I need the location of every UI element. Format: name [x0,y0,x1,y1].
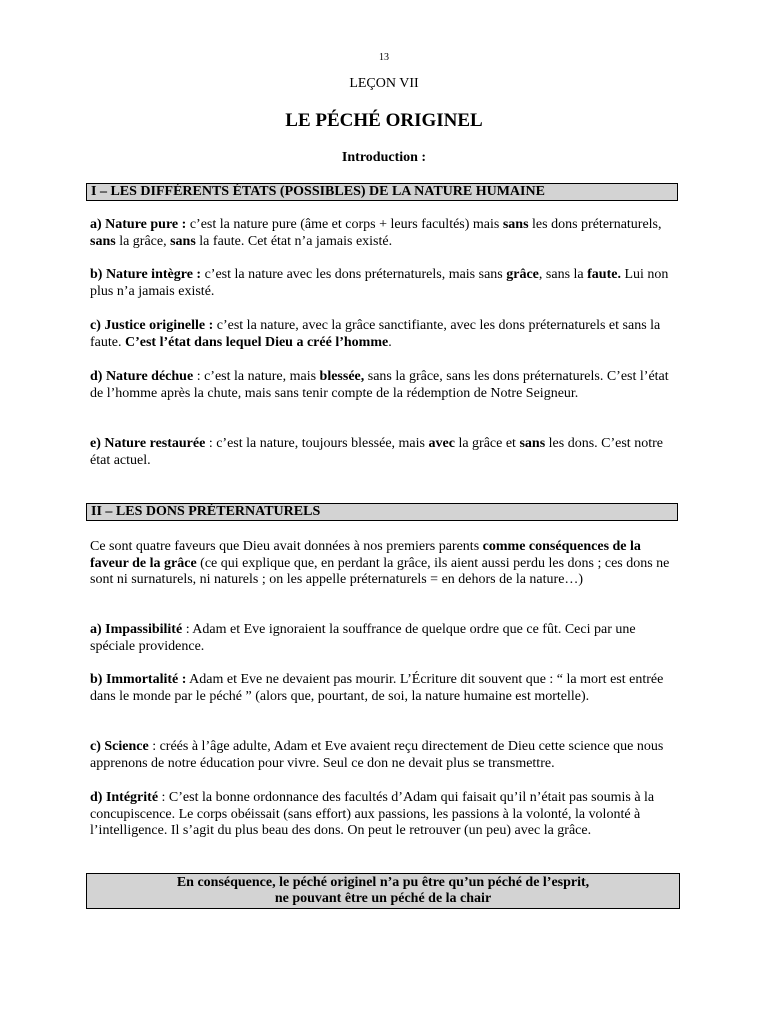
paragraph-justice-originelle: c) Justice originelle : c’est la nature, avec la grâce sanctifiante, avec les dons préternaturels et sans la faute. C’est l’état dans lequel Dieu a créé l’homme. [90,318,661,350]
term-nature-dechue: d) Nature déchue [90,369,194,384]
conclusion-line-2: ne pouvant être un péché de la chair [274,891,492,906]
term-nature-integre: b) Nature intègre : [90,267,202,282]
page-title: LE PÉCHÉ ORIGINEL [285,110,483,131]
conclusion-line-1: En conséquence, le péché originel n’a pu être qu’un péché de l’esprit, [176,875,590,890]
paragraph-science: c) Science : créés à l’âge adulte, Adam et Eve avaient reçu directement de Dieu cette science que nous apprenons de notre éducation pour vivre. Seul ce don ne devait plus se transmettre. [90,739,664,771]
term-nature-restauree: e) Nature restaurée [90,436,206,451]
paragraph-nature-pure: a) Nature pure : c’est la nature pure (âme et corps + leurs facultés) mais sans les dons préternaturels, sans la grâce, sans la faute. Cet état n’a jamais existé. [90,217,662,249]
conclusion-box [86,873,680,909]
section-1-header: I – LES DIFFÉRENTS ÉTATS (POSSIBLES) DE LA NATURE HUMAINE [86,183,678,201]
paragraph-immortalite: b) Immortalité : Adam et Eve ne devaient pas mourir. L’Écriture dit souvent que : “ la mort est entrée dans le monde par le péché ” (alors que, pourtant, de soi, la nature humaine est mortelle). [90,672,664,704]
term-justice-originelle: c) Justice originelle : [90,318,214,333]
term-integrite: d) Intégrité [90,790,159,805]
paragraph-nature-restauree: e) Nature restaurée : c’est la nature, toujours blessée, mais avec la grâce et sans les dons. C’est notre état actuel. [90,436,663,468]
lesson-heading: LEÇON VII [349,76,419,91]
introduction-heading: Introduction : [341,150,427,165]
page-number: 13 [379,52,389,63]
paragraph-dons-intro: Ce sont quatre faveurs que Dieu avait données à nos premiers parents comme conséquences de la faveur de la grâce (ce qui explique que, en perdant la grâce, ils aient aussi perdu les dons ; ces dons ne sont ni surnaturels, ni naturels ; on les appelle préternaturels = en dehors de la nature…) [90,539,670,587]
term-immortalite: b) Immortalité : [90,672,187,687]
term-nature-pure: a) Nature pure : [90,217,187,232]
paragraph-nature-dechue: d) Nature déchue : c’est la nature, mais blessée, sans la grâce, sans les dons préternaturels. C’est l’état de l’homme après la chute, mais sans tenir compte de la rédemption de Notre Seigneur. [90,369,669,401]
paragraph-impassibilite: a) Impassibilité : Adam et Eve ignoraient la souffrance de quelque ordre que ce fût. Ceci par une spéciale providence. [90,622,636,654]
paragraph-nature-integre: b) Nature intègre : c’est la nature avec les dons préternaturels, mais sans grâce, sans la faute. Lui non plus n’a jamais existé. [90,267,669,299]
paragraph-integrite: d) Intégrité : C’est la bonne ordonnance des facultés d’Adam qui faisait qu’il n’était pas soumis à la concupiscence. Le corps obéissait (sans effort) aux passions, les passions à la volonté, la volonté à l’intelligence. Il s’agit du plus beau des dons. On peut le retrouver (un peu) avec la grâce. [90,790,655,838]
section-2-header: II – LES DONS PRÉTERNATURELS [86,503,678,521]
term-science: c) Science [90,739,149,754]
term-impassibilite: a) Impassibilité [90,622,183,637]
